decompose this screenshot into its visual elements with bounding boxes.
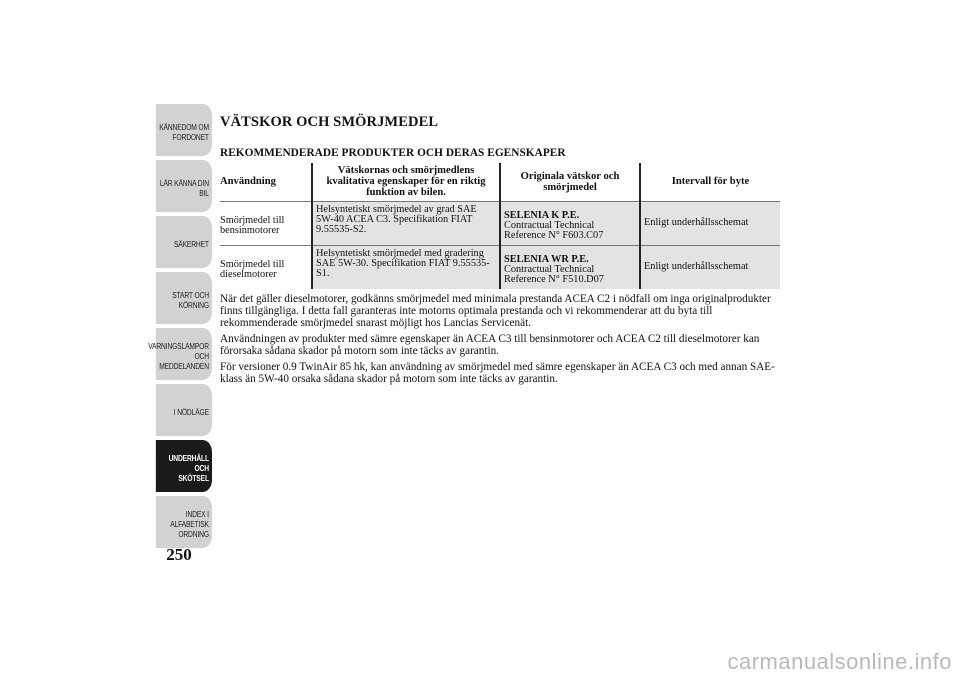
- tab-label: SÄKERHET: [173, 239, 209, 249]
- header-quality: Vätskornas och smörjmedlens kvalitativa egenskaper för en riktig funktion av bilen.: [312, 163, 500, 202]
- product-name: SELENIA WR P.E.: [504, 254, 589, 265]
- header-usage: Användning: [220, 163, 312, 202]
- cell-quality: Helsyntetiskt smörjmedel med gradering SAE 5W-30. Specifikation FIAT 9.55535-S1.: [312, 246, 500, 290]
- header-original: Originala vätskor och smörjmedel: [500, 163, 640, 202]
- cell-interval: Enligt underhållsschemat: [640, 202, 780, 246]
- tab-label: VARNINGSLAMPOR OCH MEDDELANDEN: [148, 341, 209, 371]
- paragraph: För versioner 0.9 TwinAir 85 hk, kan användning av smörjmedel med sämre egenskaper än ACEA C3 och med annan SAE-klass än 5W-40 orsaka sådana skador på motorn som inte täcks av garantin.: [220, 361, 775, 385]
- main-content: [220, 114, 780, 385]
- tab-start-och-korning[interactable]: [156, 272, 212, 324]
- page-title: VÄTSKOR OCH SMÖRJMEDEL: [220, 114, 439, 130]
- tab-label: START OCH KÖRNING: [172, 290, 209, 310]
- cell-interval: Enligt underhållsschemat: [640, 246, 780, 290]
- notes: [220, 293, 780, 385]
- table-row: [220, 202, 780, 246]
- tab-label: INDEX I ALFABETISK ORDNING: [170, 509, 209, 539]
- cell-original: [500, 202, 640, 246]
- tab-label: I NÖDLÄGE: [173, 407, 209, 417]
- product-reference: Contractual Technical Reference N° F510.D07: [504, 264, 604, 285]
- tab-varningslampor[interactable]: [148, 328, 212, 380]
- table-header-row: [220, 163, 780, 202]
- cell-quality: Helsyntetiskt smörjmedel av grad SAE 5W-40 ACEA C3. Specifikation FIAT 9.55535-S2.: [312, 202, 500, 246]
- tab-label: LÄR KÄNNA DIN BIL: [159, 178, 209, 198]
- header-interval: Intervall för byte: [671, 176, 750, 187]
- tab-index[interactable]: [156, 496, 212, 548]
- paragraph: Användningen av produkter med sämre egenskaper än ACEA C3 till bensinmotorer och ACEA C2 till dieselmotorer kan förorsaka sådana skador på motorn som inte täcks av garantin.: [220, 333, 760, 357]
- tab-i-nodlage[interactable]: [156, 384, 212, 436]
- cell-usage: Smörjmedel till bensinmotorer: [220, 202, 312, 246]
- tab-sakerhet[interactable]: [156, 216, 212, 268]
- tab-label: UNDERHÅLL OCH SKÖTSEL: [168, 453, 209, 483]
- tab-lar-kanna-din-bil[interactable]: [156, 160, 212, 212]
- product-reference: Contractual Technical Reference N° F603.C07: [504, 220, 604, 241]
- table-row: [220, 246, 780, 290]
- tab-label: KÄNNEDOM OM FORDONET: [159, 122, 209, 142]
- watermark: carmanualsonline.info: [727, 649, 952, 674]
- section-subtitle: REKOMMENDERADE PRODUKTER OCH DERAS EGENSKAPER: [220, 147, 566, 159]
- tab-kannedom-om-fordonet[interactable]: [156, 104, 212, 156]
- lubricant-table: [220, 163, 780, 289]
- cell-usage: Smörjmedel till dieselmotorer: [220, 246, 312, 290]
- page-number: 250: [166, 545, 192, 564]
- cell-original: [500, 246, 640, 290]
- tab-underhall-och-skotsel[interactable]: [156, 440, 212, 492]
- product-name: SELENIA K P.E.: [504, 210, 580, 221]
- paragraph: När det gäller dieselmotorer, godkänns smörjmedel med minimala prestanda ACEA C2 i nödfall om inga originalprodukter finns tillgängliga. I detta fall garanteras inte motorns optimala prestanda och vi rekommenderar att du byta till rekommenderade smörjmedel snarast möjligt hos Lancias Servicenät.: [220, 293, 771, 329]
